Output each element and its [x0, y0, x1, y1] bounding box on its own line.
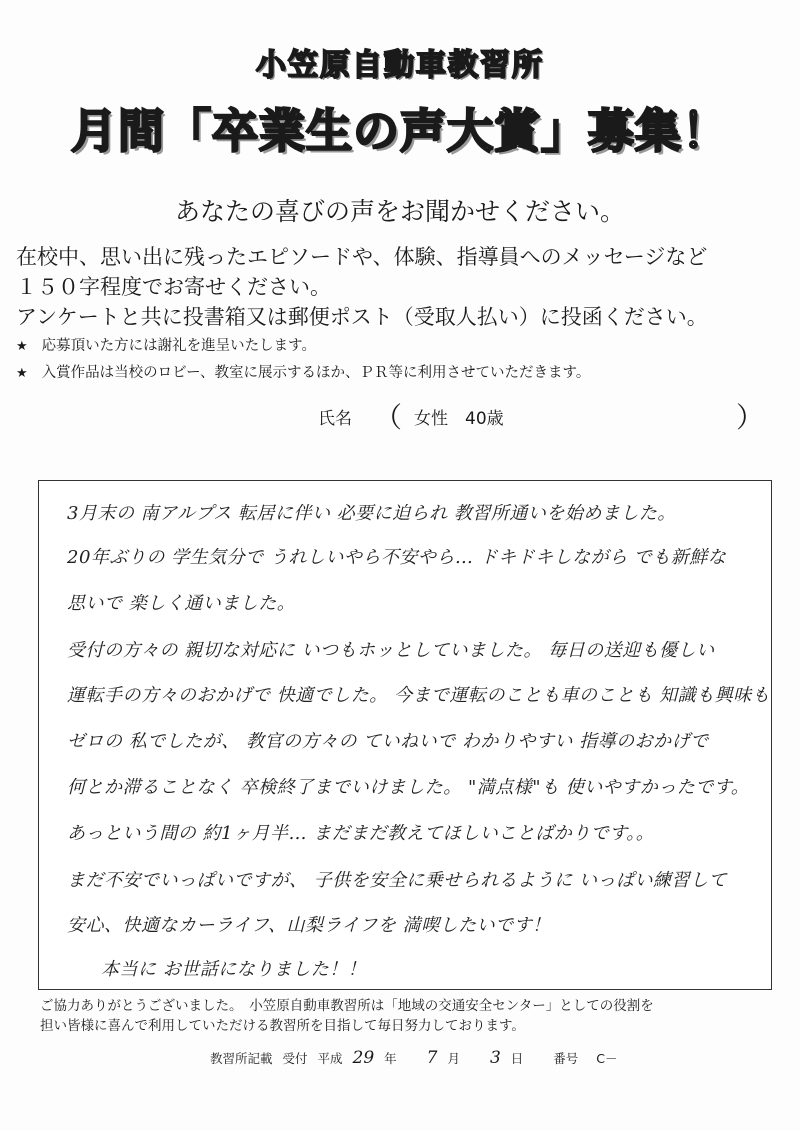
number-label: 番号 [553, 1051, 579, 1066]
year-unit: 年 [384, 1051, 397, 1066]
message-box[interactable] [38, 480, 772, 990]
message-line: 受付の方々の 親切な対応に いつもホッとしていました。 毎日の送迎も優しい [67, 640, 715, 661]
note-text: 入賞作品は当校のロビー、教室に展示するほか、ＰＲ等に利用させていただきます。 [41, 365, 591, 381]
intro-text [16, 242, 786, 332]
note-item [16, 360, 786, 387]
message-line: 20年ぶりの 学生気分で うれしいやら不安やら… ドキドキしながら でも新鮮な [67, 547, 727, 568]
footer-text [40, 996, 780, 1036]
star-icon: ★ [16, 339, 28, 354]
name-field[interactable] [318, 398, 765, 434]
message-line: あっという間の 約1ヶ月半… まだまだ教えてほしいことばかりです。。 [67, 823, 655, 844]
school-name-heading: 小笠原自動車教習所 [256, 48, 544, 83]
notes-list [16, 333, 786, 387]
message-line: 3月末の 南アルプス 転居に伴い 必要に迫られ 教習所通いを始めました。 [67, 503, 676, 524]
star-icon: ★ [16, 366, 28, 381]
month-unit: 月 [447, 1051, 460, 1066]
receipt-label: 教習所記載 [210, 1051, 273, 1066]
message-line: 本当に お世話になりました！！ [101, 959, 367, 980]
note-text: 応募頂いた方には謝礼を進呈いたします。 [41, 338, 316, 354]
note-item [16, 333, 786, 360]
footer-line: ご協力ありがとうございました。 小笠原自動車教習所は「地域の交通安全センター」としての役割を [40, 998, 654, 1014]
footer-line: 担い皆様に喜んで利用していただける教習所を目指して毎日努力しております。 [40, 1018, 525, 1034]
month-value: 7 [426, 1048, 438, 1068]
message-line: 何とか滞ることなく 卒検終了までいけました。 "満点様"も 使いやすかったです。 [67, 777, 750, 798]
intro-line: １５０字程度でお寄せください。 [16, 275, 331, 299]
day-unit: 日 [510, 1051, 524, 1066]
message-line: 安心、快適なカーライフ、山梨ライフを 満喫したいです！ [67, 915, 551, 936]
intro-line: アンケートと共に投書箱又は郵便ポスト（受取人払い）に投函ください。 [16, 305, 708, 329]
name-value[interactable]: 女性 40歳 [414, 409, 504, 429]
name-open-paren: （ [374, 401, 403, 434]
name-label: 氏名 [318, 409, 352, 429]
message-line: まだ不安でいっぱいですが、 子供を安全に乗せられるように いっぱい練習して [67, 870, 727, 891]
intro-line: 在校中、思い出に残ったエピソードや、体験、指導員へのメッセージなど [16, 245, 708, 269]
subtitle: あなたの喜びの声をお聞かせください。 [174, 197, 625, 226]
receipt-row [210, 1048, 770, 1068]
campaign-title: 月間「卒業生の声大賞」募集！ [71, 104, 729, 158]
day-value: 3 [489, 1048, 501, 1068]
received-label: 受付 [282, 1051, 308, 1066]
message-line: ゼロの 私でしたが、 教官の方々の ていねいで わかりやすい 指導のおかげで [67, 731, 709, 752]
message-line: 運転手の方々のおかげで 快適でした。 今まで運転のことも車のことも 知識も興味も [67, 685, 771, 706]
name-close-paren: ） [736, 401, 765, 434]
era-label: 平成 [317, 1051, 343, 1066]
number-prefix: C－ [596, 1051, 618, 1066]
message-line: 思いで 楽しく通いました。 [67, 593, 296, 614]
year-value: 29 [352, 1048, 375, 1068]
